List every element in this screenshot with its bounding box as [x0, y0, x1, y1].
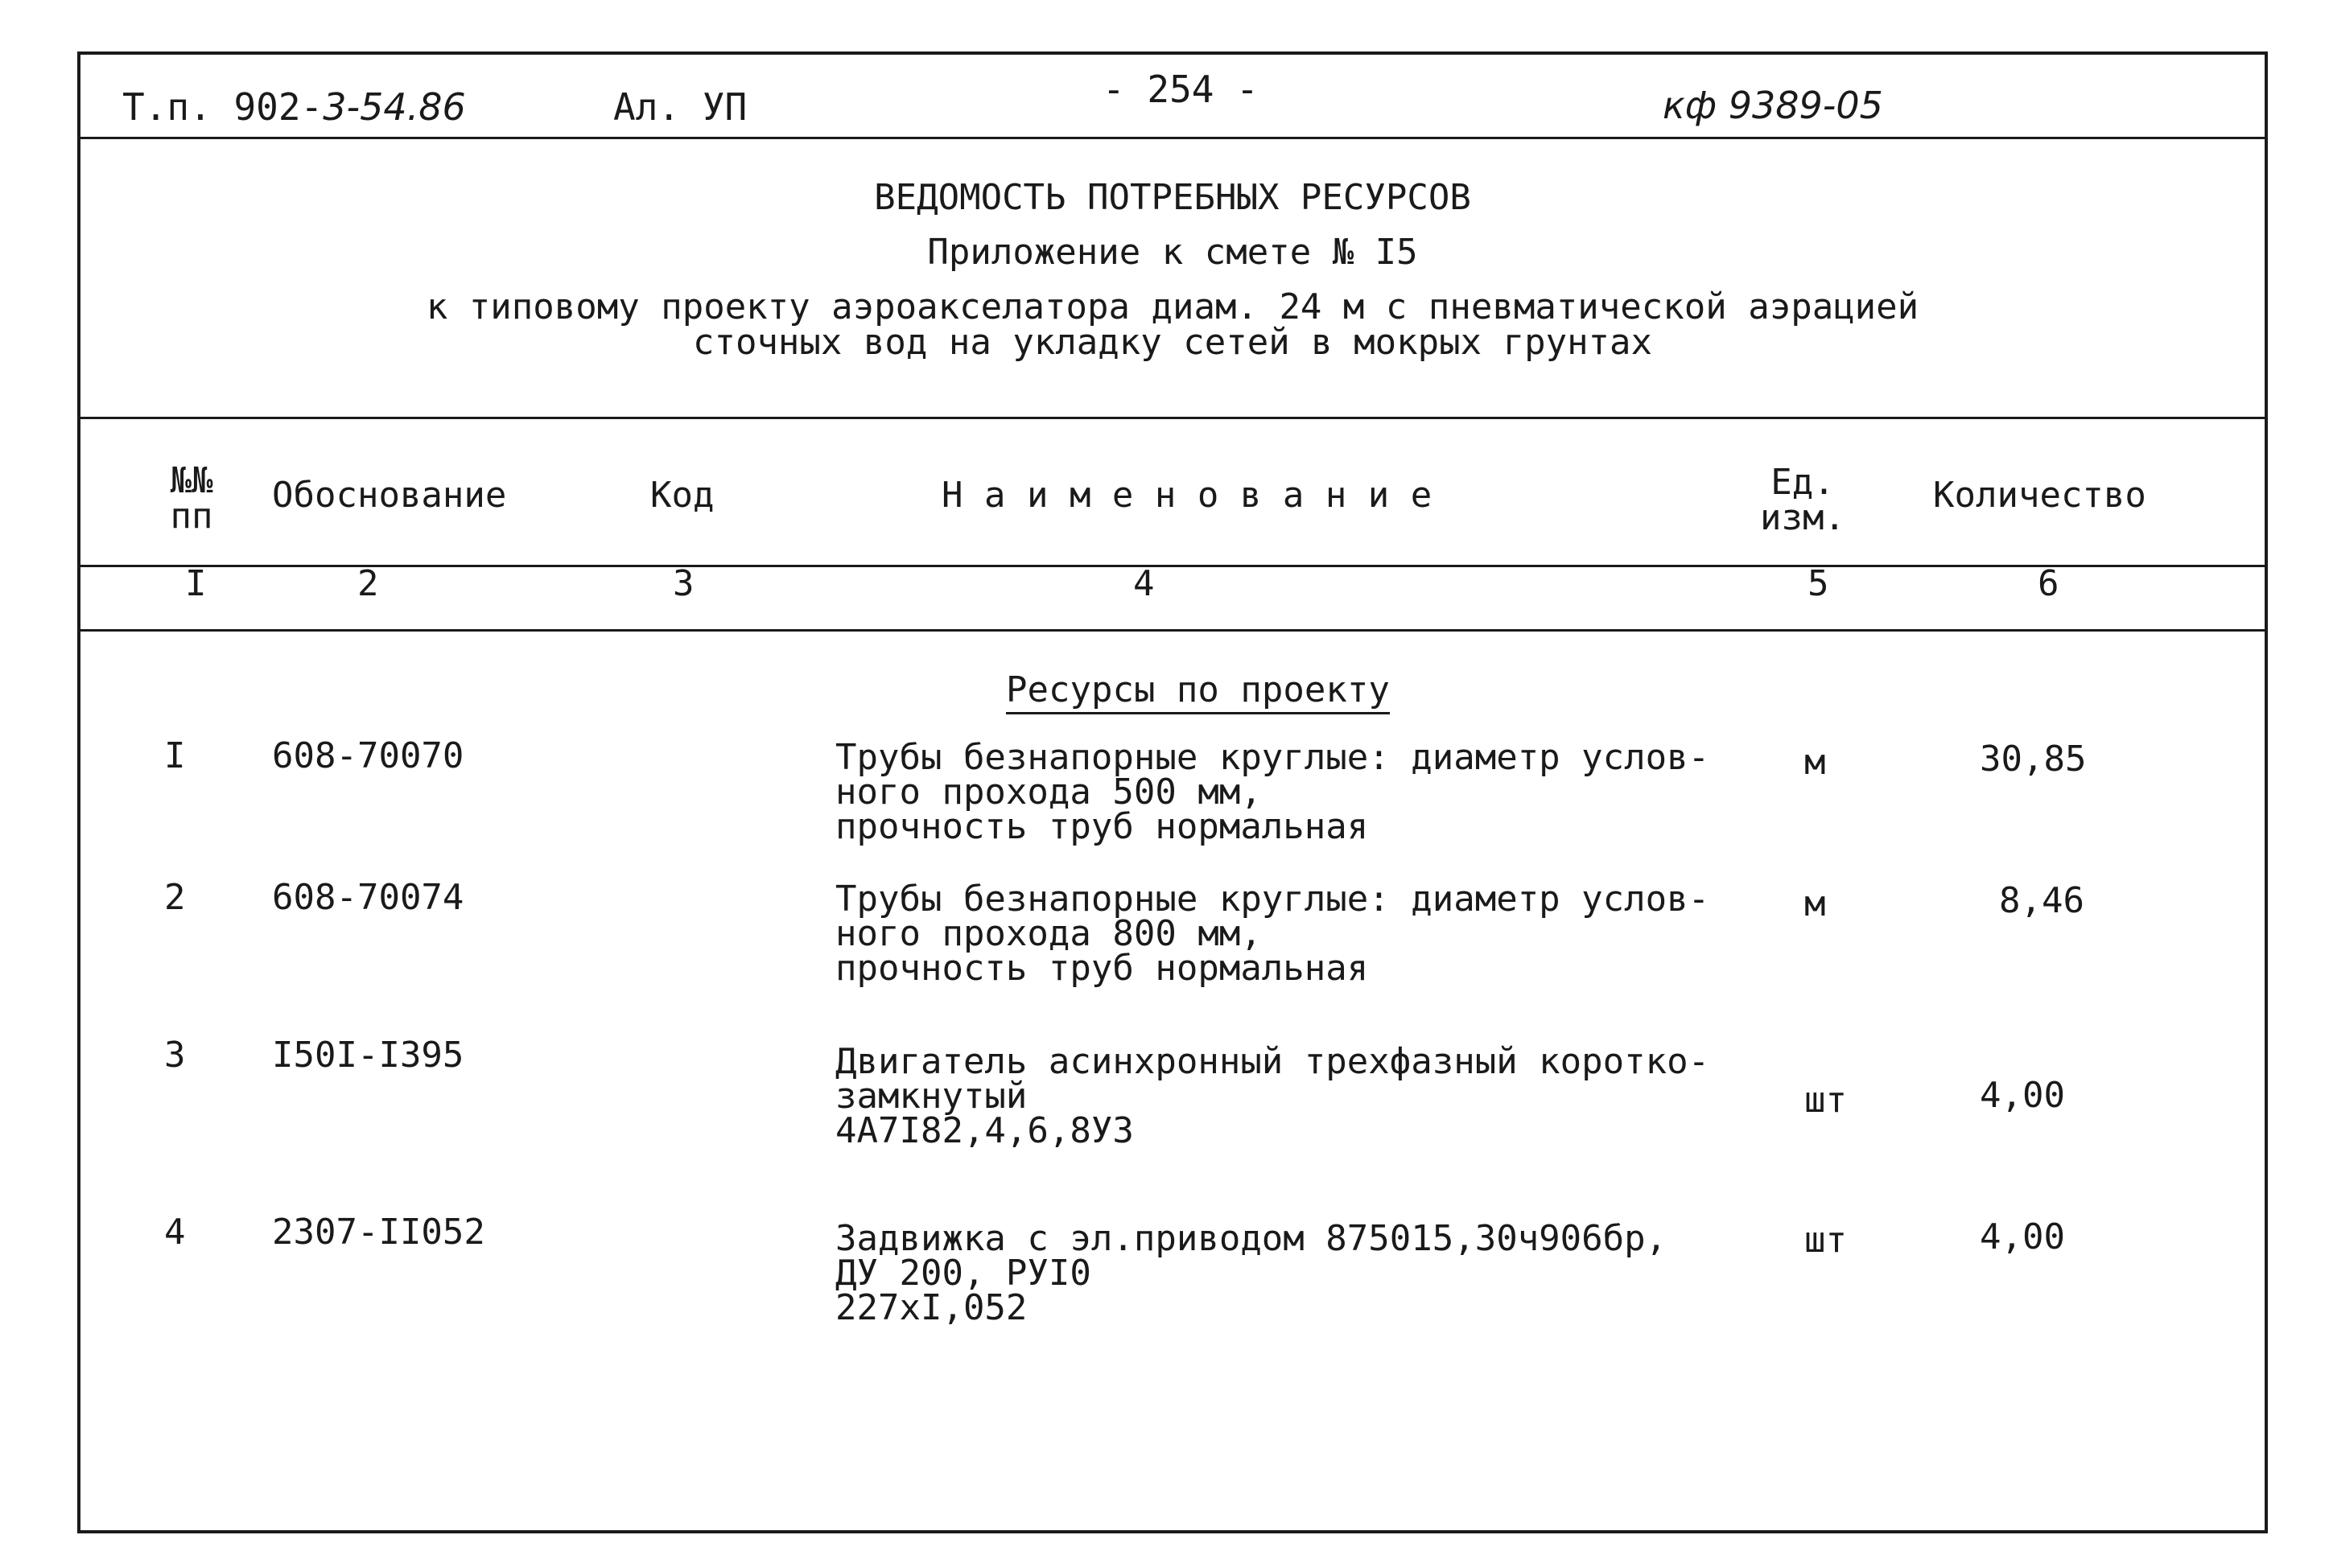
header-divider — [77, 137, 2268, 139]
table-row-name: Двигатель асинхронный трехфазный коротко- замкнутый 4А7I82,4,6,8У3 — [835, 1041, 1710, 1151]
table-row-number: I — [164, 735, 186, 776]
section-title: Ресурсы по проекту — [1006, 673, 1390, 708]
table-row-name: Задвижка с эл.приводом 875015,30ч906бр, ДУ 200, РУI0 227хI,052 — [835, 1218, 1667, 1328]
table-row-basis: 608-70074 — [272, 877, 464, 918]
table-row-unit: м — [1804, 883, 1826, 924]
document-description-line2: сточных вод на укладку сетей в мокрых грунтах — [692, 322, 1653, 363]
table-row-quantity: 30,85 — [1980, 739, 2087, 780]
column-number-1: I — [185, 563, 207, 604]
table-row-number: 2 — [164, 877, 186, 918]
column-number-2: 2 — [357, 563, 379, 604]
table-row-quantity: 4,00 — [1980, 1075, 2065, 1116]
column-numbers-divider — [77, 629, 2268, 632]
column-header-divider — [77, 565, 2268, 567]
column-number-6: 6 — [2038, 563, 2059, 604]
document-title: ВЕДОМОСТЬ ПОТРЕБНЫХ РЕСУРСОВ — [874, 177, 1471, 218]
title-divider — [77, 417, 2268, 419]
table-row-unit: м — [1804, 742, 1826, 783]
table-row-name: Трубы безнапорные круглые: диаметр услов- ного прохода 800 мм, прочность труб нормальная — [835, 879, 1710, 989]
column-header-number: №№ пп — [170, 460, 213, 537]
document-description-line1: к типовому проекту аэроакселатора диам. 24 м с пневматической аэрацией — [426, 286, 1919, 327]
column-header-quantity: Количество — [1933, 475, 2146, 516]
page-number: - 254 - — [1103, 68, 1259, 111]
column-number-5: 5 — [1808, 563, 1829, 604]
table-row-unit: шт — [1804, 1080, 1847, 1121]
archive-code: кф 9389-05 — [1663, 84, 1883, 127]
project-number: Т.п. 902-3-54.86 — [122, 85, 466, 129]
table-row-basis: I50I-I395 — [272, 1035, 464, 1076]
column-header-unit: Ед. изм. — [1760, 462, 1845, 538]
column-header-basis: Обоснование — [272, 475, 507, 516]
column-number-4: 4 — [1133, 563, 1155, 604]
table-row-number: 3 — [164, 1035, 186, 1076]
table-row-number: 4 — [164, 1212, 186, 1253]
table-row-quantity: 8,46 — [1999, 880, 2084, 921]
document-subtitle: Приложение к смете № I5 — [927, 232, 1418, 273]
table-row-unit: шт — [1804, 1220, 1847, 1261]
column-header-name: Н а и м е н о в а н и е — [942, 475, 1432, 516]
table-row-basis: 608-70070 — [272, 735, 464, 776]
table-row-basis: 2307-II052 — [272, 1212, 485, 1253]
album-label: Ал. УП — [613, 85, 748, 129]
table-row-quantity: 4,00 — [1980, 1216, 2065, 1257]
column-header-code: Код — [650, 475, 715, 516]
table-row-name: Трубы безнапорные круглые: диаметр услов- ного прохода 500 мм, прочность труб нормальная — [835, 737, 1710, 847]
column-number-3: 3 — [673, 563, 695, 604]
